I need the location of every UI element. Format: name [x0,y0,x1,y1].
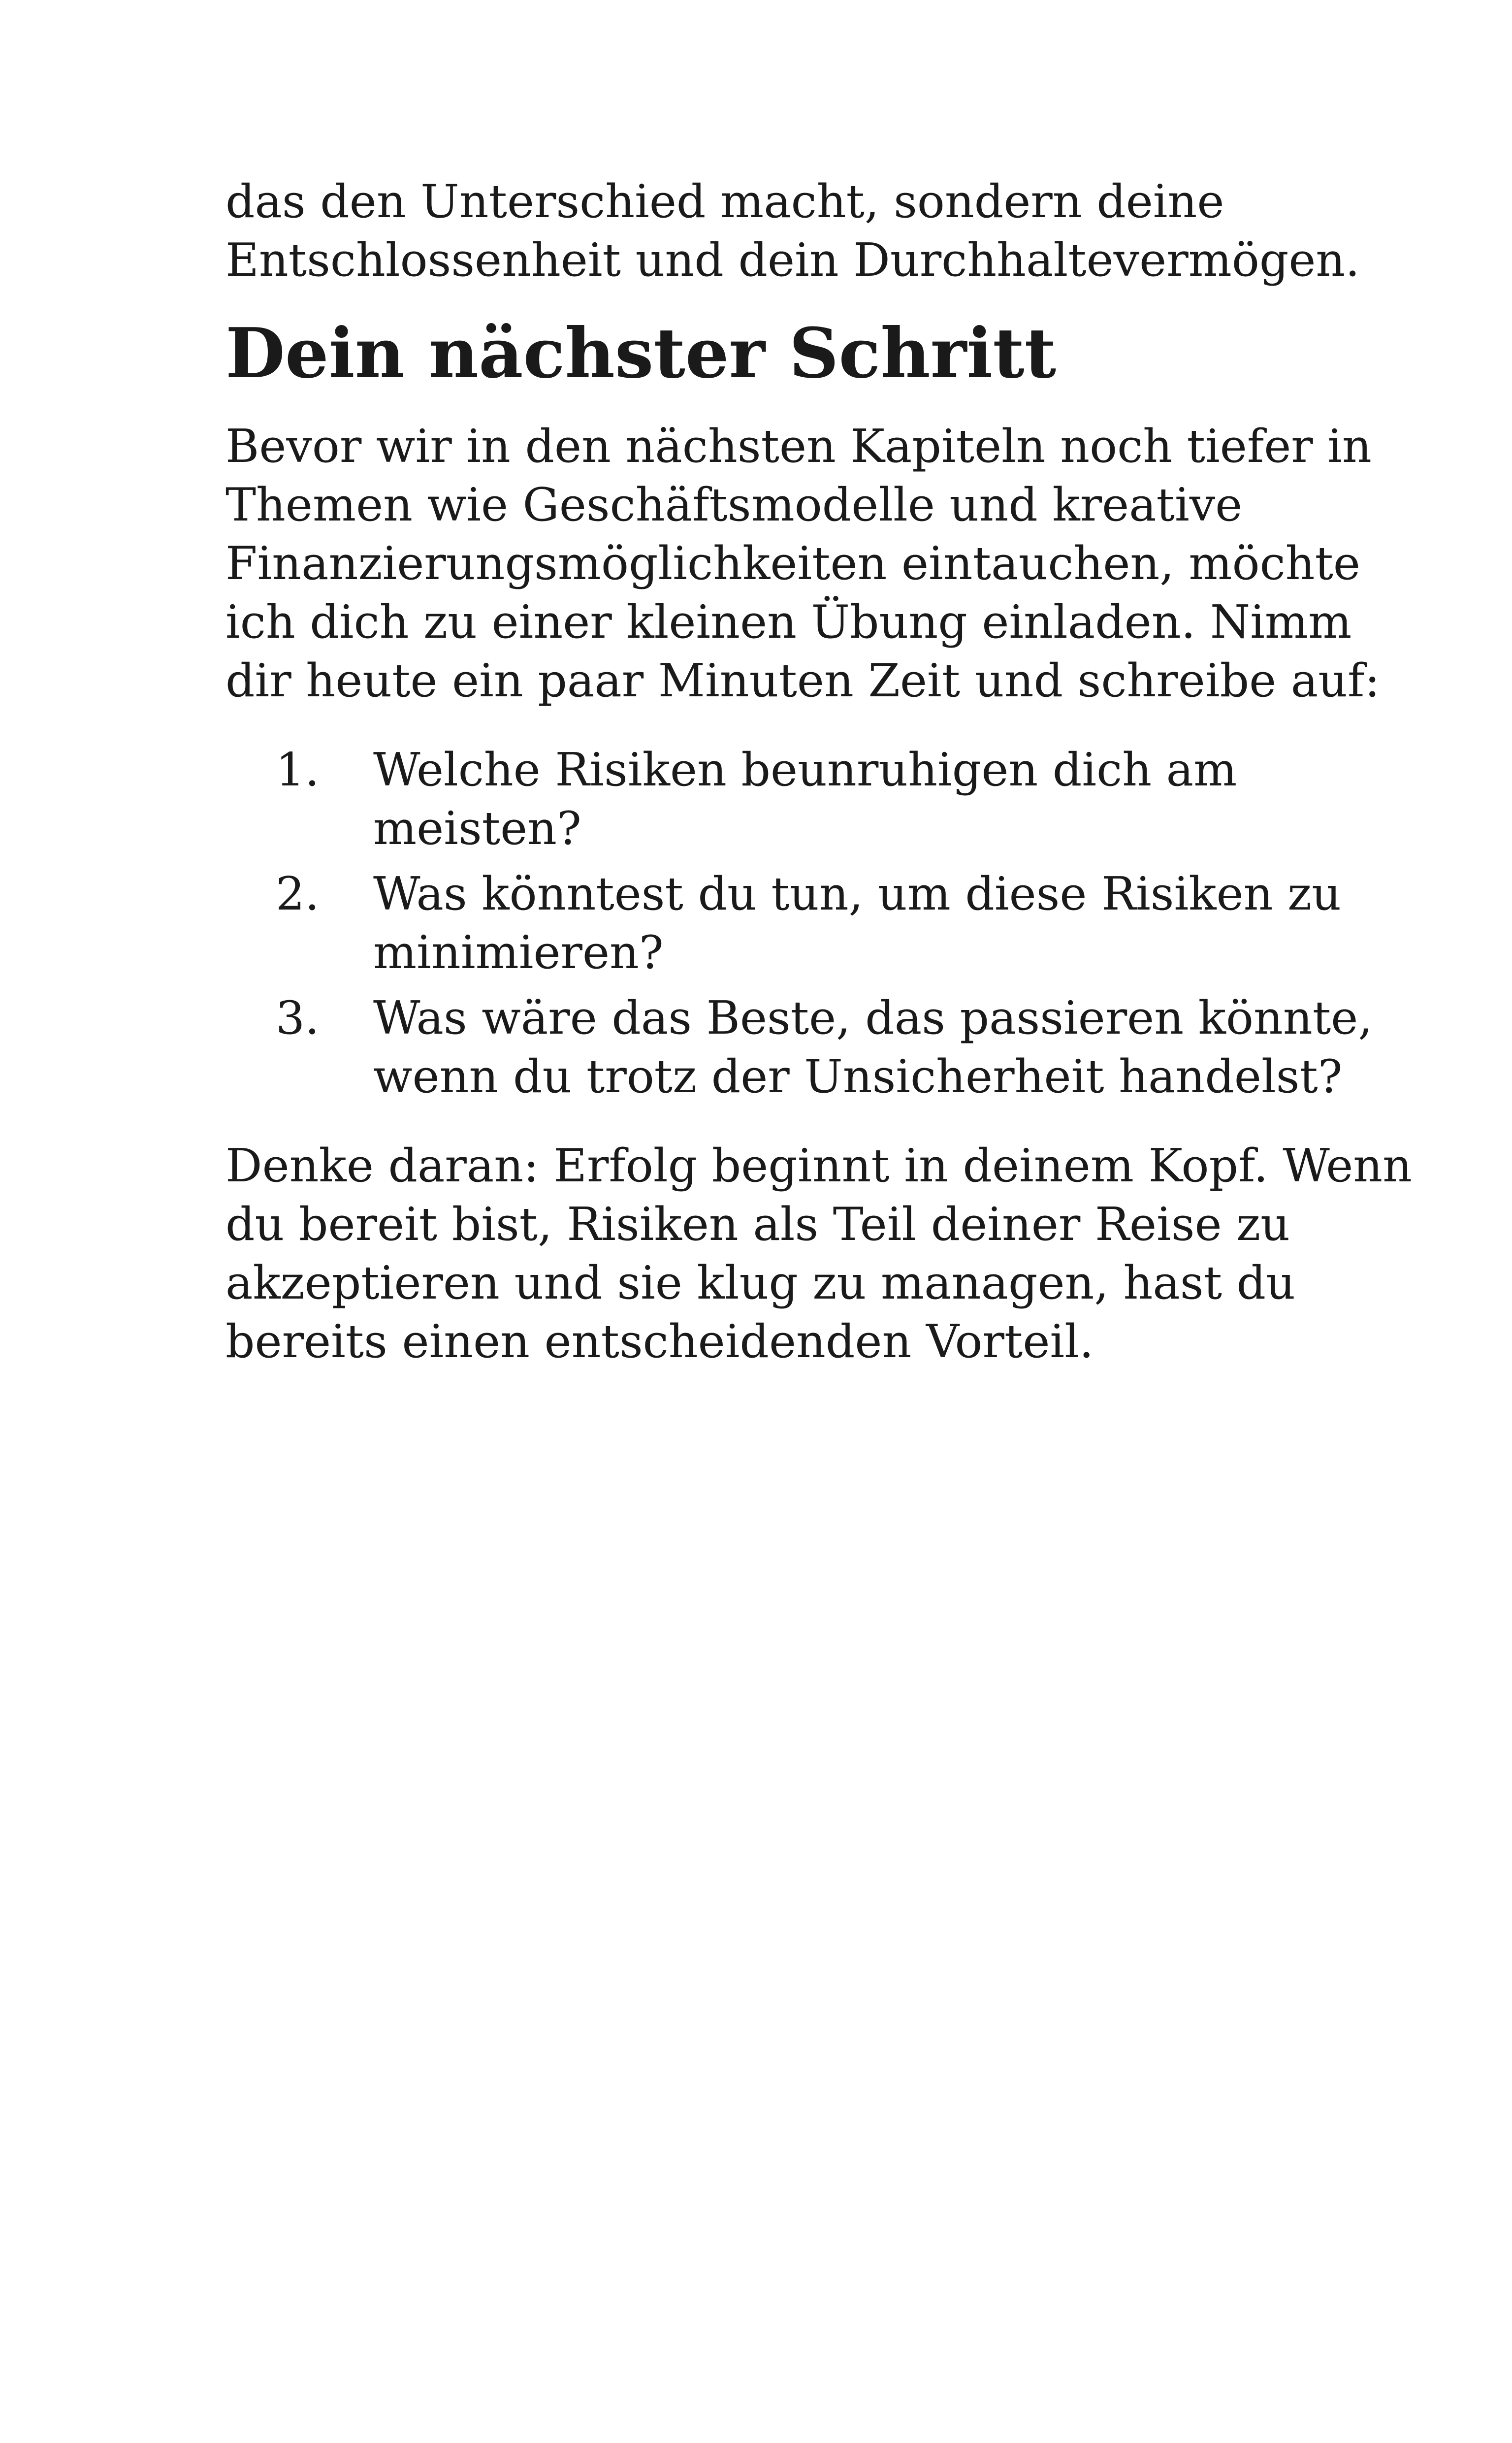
paragraph-conclusion [225,1137,1413,1371]
text-line: bereits einen entscheidenden Vorteil. [225,1315,1094,1368]
text-line: ich dich zu einer kleinen Übung einladen. Nimm [225,595,1352,649]
list-number: 2. [276,867,320,920]
text-line: das den Unterschied macht, sondern deine [225,175,1224,228]
exercise-list [225,741,1373,1106]
text-line: du bereit bist, Risiken als Teil deiner Reise zu [225,1198,1290,1251]
text-line: Themen wie Geschäftsmodelle und kreative [225,478,1243,531]
text-line: wenn du trotz der Unsicherheit handelst? [373,1050,1343,1103]
text-line: meisten? [373,802,581,855]
paragraph-exercise-intro [225,417,1380,710]
section-heading: Dein nächster Schritt [225,313,1057,393]
list-number: 3. [276,991,320,1044]
list-item [225,989,1373,1106]
text-line: Denke daran: Erfolg beginnt in deinem Kopf. Wenn [225,1139,1413,1192]
list-item [225,741,1328,858]
text-line: dir heute ein paar Minuten Zeit und schreibe auf: [225,654,1380,707]
list-item [225,865,1341,982]
document-body [225,172,1413,1371]
text-line: akzeptieren und sie klug zu managen, hast du [225,1256,1295,1309]
paragraph-intro [225,172,1360,290]
text-line: Welche Risiken beunruhigen dich am [373,743,1237,796]
text-line: Bevor wir in den nächsten Kapiteln noch tiefer in [225,420,1372,473]
text-line: Finanzierungsmöglichkeiten eintauchen, möchte [225,537,1360,590]
text-line: minimieren? [373,926,664,979]
list-number: 1. [276,743,320,796]
text-line: Entschlossenheit und dein Durchhaltevermögen. [225,233,1360,287]
text-line: Was wäre das Beste, das passieren könnte, [373,991,1373,1044]
text-line: Was könntest du tun, um diese Risiken zu [373,867,1341,920]
